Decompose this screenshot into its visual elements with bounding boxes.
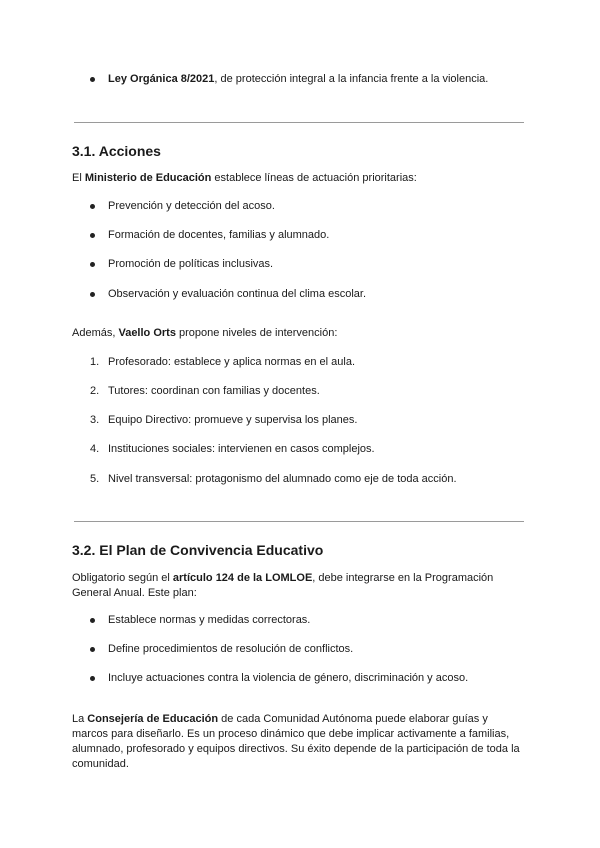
bullet-icon (90, 676, 95, 681)
section-heading-plan: 3.2. El Plan de Convivencia Educativo (72, 542, 324, 558)
section-divider (74, 521, 524, 522)
section-heading-acciones: 3.1. Acciones (72, 143, 161, 159)
section-divider (74, 122, 524, 123)
document-page: Ley Orgánica 8/2021, de protección integral a la infancia frente a la violencia. 3.1. Acciones El Ministerio de Educación establece líneas de actuación prioritarias: Prevención y detección del acoso. Formación de docentes, familias y alumnado. Promoción de políticas inclusivas. Observación y evaluación continua del clima escolar. Además, Vaello Orts propone niveles de intervención: 1. Profesorado: establece y aplica normas en el aula. 2. Tutores: coordinan con familias y docentes. 3. Equipo Directivo: promueve y supervisa los planes. 4. Instituciones sociales: intervienen en casos complejos. 5. Nivel transversal: protagonismo del alumnado como eje de toda acción. 3.2. El Plan de Convivencia Educativo Obligatorio según el artículo 124 de la LOMLOE, debe integrarse en la Programación General Anual. Este plan: Establece normas y medidas correctoras. Define procedimientos de resolución de conflictos. Incluye actuaciones contra la violencia de género, discriminación y acoso. La Consejería de Educación de cada Comunidad Autónoma puede elaborar guías y marcos para diseñarlo. Es un proceso dinámico que debe implicar activamente a familias, alumnado, profesorado y equipos directivos. Su éxito depende de la participación de toda la comunidad. (0, 0, 600, 848)
plan-intro: Obligatorio según el artículo 124 de la LOMLOE, debe integrarse en la Programación General Anual. Este plan: (72, 572, 494, 599)
bullet-icon (90, 618, 95, 623)
bullet-icon (90, 292, 95, 297)
bullet-icon (90, 77, 95, 82)
plan-closing-paragraph: La Consejería de Educación de cada Comunidad Autónoma puede elaborar guías y marcos para diseñarlo. Es un proceso dinámico que debe implicar activamente a familias, alumnado, profesorado y equipos directivos. Su éxito depende de la participación de toda la comunidad. (72, 713, 520, 770)
acciones-intro: El Ministerio de Educación establece líneas de actuación prioritarias: (72, 172, 417, 184)
bullet-icon (90, 262, 95, 267)
bullet-icon (90, 647, 95, 652)
bullet-icon (90, 233, 95, 238)
levels-intro: Además, Vaello Orts propone niveles de intervención: (72, 327, 338, 339)
law-name: Ley Orgánica 8/2021 (108, 73, 215, 85)
bullet-icon (90, 204, 95, 209)
